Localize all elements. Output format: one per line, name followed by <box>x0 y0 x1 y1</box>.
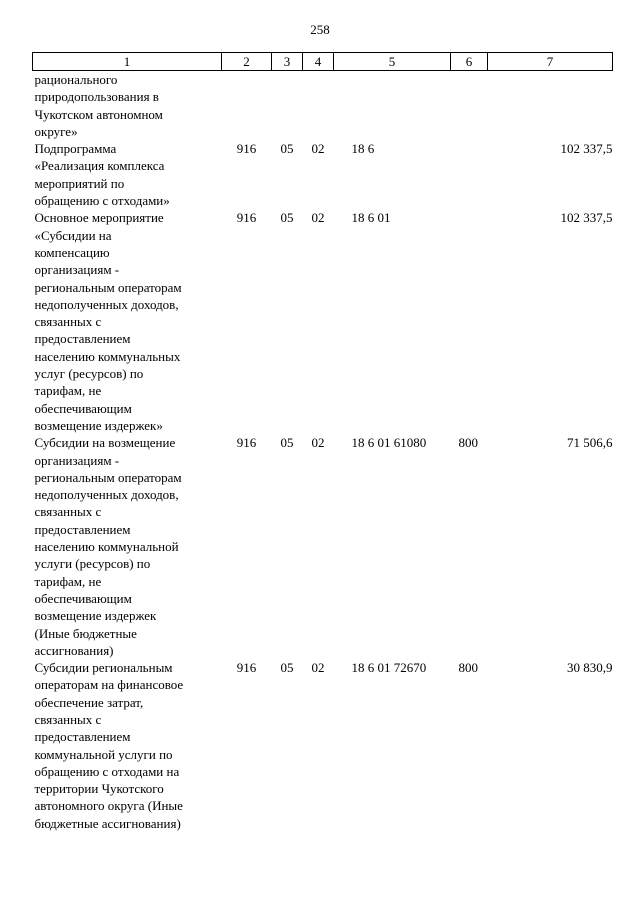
item-name-line: Субсидии на возмещение <box>34 435 176 451</box>
subsection-cell <box>303 71 334 141</box>
item-name-cell <box>33 209 222 434</box>
column-header-7: 7 <box>488 53 613 71</box>
item-name-line: обеспечение затрат, <box>34 694 144 710</box>
item-name-line: компенсацию <box>34 244 110 260</box>
item-name-line: ассигнования) <box>34 642 114 658</box>
item-name-line: организациям - <box>34 452 120 468</box>
expense-type-cell <box>451 209 488 434</box>
section-cell: 05 <box>280 141 294 157</box>
item-name-line: Субсидии региональным <box>34 660 173 676</box>
amount-cell: 30 830,9 <box>567 660 613 676</box>
item-name-line: операторам на финансовое <box>34 677 184 693</box>
item-name-line: возмещение издержек <box>34 608 157 624</box>
item-name-line: «Реализация комплекса <box>34 158 165 174</box>
item-name-line: «Субсидии на <box>34 227 112 243</box>
target-article-cell: 18 6 01 61080 <box>351 435 427 451</box>
item-name-line: обращению с отходами» <box>34 193 170 209</box>
page-number: 258 <box>310 22 330 37</box>
item-name-line: связанных с <box>34 711 102 727</box>
item-name-line: обеспечивающим <box>34 400 132 416</box>
target-article-cell <box>334 71 451 141</box>
budget-table <box>32 52 613 832</box>
grbs-cell: 916 <box>236 141 257 157</box>
item-name-line: территории Чукотского <box>34 781 164 797</box>
subsection-cell: 02 <box>311 210 325 226</box>
item-name-line: автономного округа (Иные <box>34 798 183 814</box>
table-row <box>33 209 613 434</box>
column-header-3: 3 <box>272 53 303 71</box>
subsection-cell: 02 <box>311 660 325 676</box>
item-name-line: услуги (ресурсов) по <box>34 556 151 572</box>
item-name-line: предоставлением <box>34 521 131 537</box>
item-name-line: Чукотском автономном <box>34 106 163 122</box>
item-name-cell <box>33 140 222 209</box>
section-cell <box>272 71 303 141</box>
target-article-cell: 18 6 <box>351 141 375 157</box>
item-name-line: обращению с отходами на <box>34 763 180 779</box>
amount-cell: 71 506,6 <box>567 435 613 451</box>
item-name-line: (Иные бюджетные <box>34 625 137 641</box>
expense-type-cell: 800 <box>458 435 478 451</box>
item-name-line: предоставлением <box>34 331 131 347</box>
column-header-5: 5 <box>334 53 451 71</box>
amount-cell <box>488 71 613 141</box>
item-name-line: региональным операторам <box>34 279 182 295</box>
grbs-cell: 916 <box>236 210 257 226</box>
table-row <box>33 659 613 832</box>
table-row <box>33 71 613 141</box>
item-name-line: округе» <box>34 123 78 139</box>
item-name-line: обеспечивающим <box>34 590 132 606</box>
item-name-line: связанных с <box>34 314 102 330</box>
item-name-cell <box>33 434 222 659</box>
grbs-cell: 916 <box>236 660 257 676</box>
item-name-line: услуг (ресурсов) по <box>34 366 144 382</box>
section-cell: 05 <box>280 660 294 676</box>
item-name-line: рационального <box>34 72 118 87</box>
column-header-2: 2 <box>222 53 272 71</box>
grbs-cell <box>222 71 272 141</box>
item-name-cell <box>33 71 222 141</box>
item-name-line: мероприятий по <box>34 175 125 191</box>
item-name-cell <box>33 659 222 832</box>
table-row <box>33 140 613 209</box>
item-name-line: Подпрограмма <box>34 141 117 157</box>
item-name-line: коммунальной услуги по <box>34 746 173 762</box>
item-name-line: Основное мероприятие <box>34 210 164 226</box>
item-name-line: населению коммунальной <box>34 539 179 555</box>
expense-type-cell: 800 <box>458 660 478 676</box>
grbs-cell: 916 <box>236 435 257 451</box>
item-name-line: недополученных доходов, <box>34 296 179 312</box>
target-article-cell: 18 6 01 72670 <box>351 660 427 676</box>
item-name-line: возмещение издержек» <box>34 417 163 433</box>
subsection-cell: 02 <box>311 435 325 451</box>
item-name-line: природопользования в <box>34 89 159 105</box>
column-header-6: 6 <box>451 53 488 71</box>
column-header-1: 1 <box>33 53 222 71</box>
target-article-cell: 18 6 01 <box>351 210 391 226</box>
table-row <box>33 434 613 659</box>
table-header <box>33 53 613 71</box>
item-name-line: организациям - <box>34 262 120 278</box>
expense-type-cell <box>451 71 488 141</box>
item-name-line: региональным операторам <box>34 469 182 485</box>
item-name-line: предоставлением <box>34 729 131 745</box>
column-header-4: 4 <box>303 53 334 71</box>
item-name-line: связанных с <box>34 504 102 520</box>
item-name-line: недополученных доходов, <box>34 487 179 503</box>
amount-cell: 102 337,5 <box>560 141 613 157</box>
section-cell: 05 <box>280 435 294 451</box>
item-name-line: тарифам, не <box>34 573 102 589</box>
section-cell: 05 <box>280 210 294 226</box>
item-name-line: населению коммунальных <box>34 348 181 364</box>
amount-cell: 102 337,5 <box>560 210 613 226</box>
table-body <box>33 71 613 833</box>
item-name-line: тарифам, не <box>34 383 102 399</box>
item-name-line: бюджетные ассигнования) <box>34 815 181 831</box>
expense-type-cell <box>451 140 488 209</box>
subsection-cell: 02 <box>311 141 325 157</box>
